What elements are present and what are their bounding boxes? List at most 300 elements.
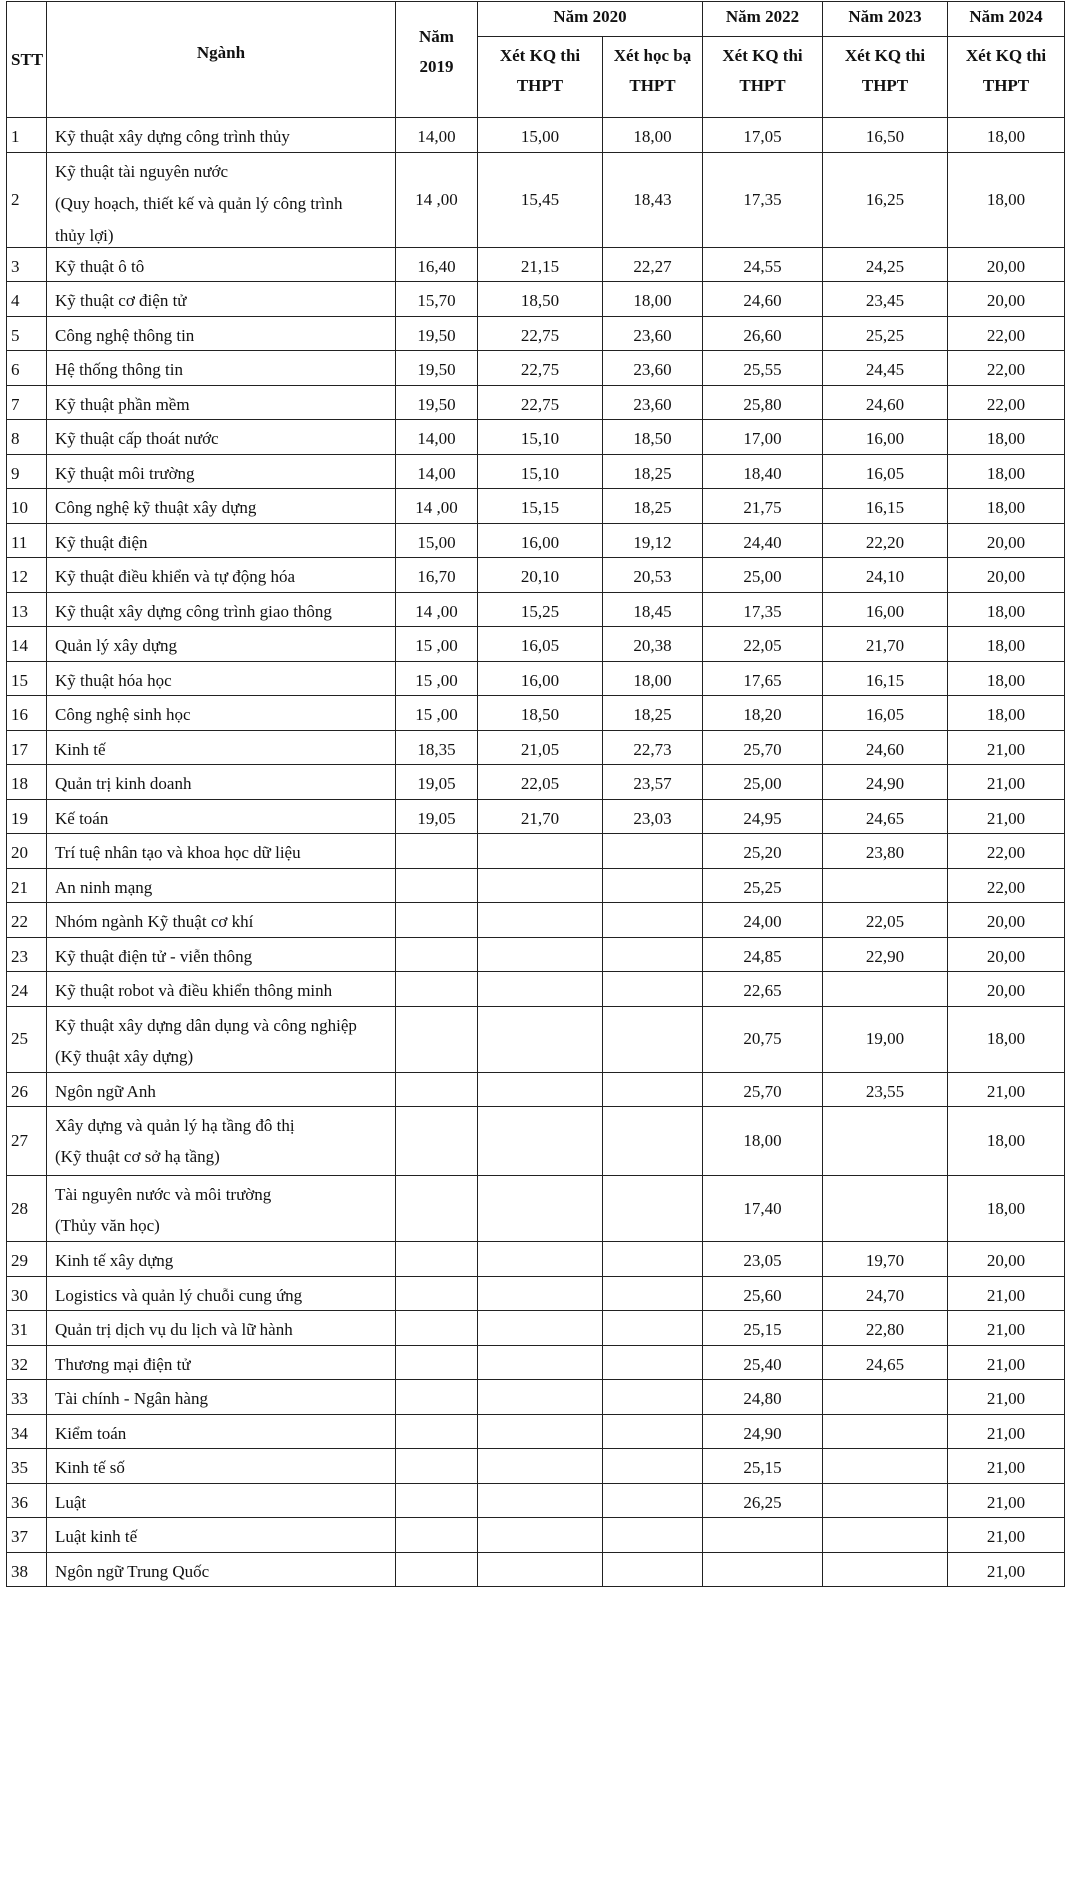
table-row [7, 118, 1065, 153]
cell-v2024: 21,00 [948, 730, 1065, 765]
nganh-line: Kỹ thuật cơ điện tử [55, 291, 187, 310]
cell-v2022: 24,40 [703, 523, 823, 558]
cell-stt: 9 [7, 454, 47, 489]
cell-v2020hb: 18,25 [603, 696, 703, 731]
cell-v2020kq [478, 1276, 603, 1311]
cell-v2023: 24,90 [823, 765, 948, 800]
cell-nganh [47, 454, 396, 489]
nganh-line: Hệ thống thông tin [55, 360, 183, 379]
header-nam-2022: Năm 2022 [703, 2, 823, 37]
cell-v2022 [703, 1552, 823, 1587]
cell-v2022: 26,60 [703, 316, 823, 351]
cell-v2020kq: 15,10 [478, 454, 603, 489]
nganh-line: Công nghệ thông tin [55, 325, 195, 345]
cell-v2024: 18,00 [948, 420, 1065, 455]
cell-v2024: 18,00 [948, 118, 1065, 153]
table-row [7, 1345, 1065, 1380]
cell-v2020hb: 20,38 [603, 627, 703, 662]
cell-stt: 12 [7, 558, 47, 593]
cell-v2019: 16,70 [396, 558, 478, 593]
nganh-line: (Kỹ thuật xây dựng) [55, 1046, 194, 1066]
cell-v2020hb: 22,73 [603, 730, 703, 765]
cell-v2022: 25,25 [703, 868, 823, 903]
table-row [7, 592, 1065, 627]
cell-v2020hb: 19,12 [603, 523, 703, 558]
table-row [7, 1276, 1065, 1311]
cell-v2019 [396, 868, 478, 903]
cell-v2020kq [478, 1552, 603, 1587]
cell-v2020hb [603, 1449, 703, 1484]
cell-stt: 33 [7, 1380, 47, 1415]
cell-v2020kq: 15,25 [478, 592, 603, 627]
cell-v2020kq: 20,10 [478, 558, 603, 593]
nganh-line: (Quy hoạch, thiết kế và quản lý công trình [55, 193, 343, 213]
cell-v2024: 20,00 [948, 972, 1065, 1007]
cell-v2024: 20,00 [948, 937, 1065, 972]
table-row [7, 937, 1065, 972]
cell-v2020kq: 21,15 [478, 247, 603, 282]
table-row [7, 903, 1065, 938]
cell-v2022: 18,40 [703, 454, 823, 489]
cell-v2020hb [603, 1107, 703, 1176]
table-row [7, 661, 1065, 696]
cell-v2024: 18,00 [948, 661, 1065, 696]
cell-v2024: 22,00 [948, 834, 1065, 869]
cell-v2023: 19,70 [823, 1242, 948, 1277]
cell-v2020hb: 18,45 [603, 592, 703, 627]
cell-v2023: 23,80 [823, 834, 948, 869]
cell-v2022: 25,00 [703, 558, 823, 593]
cell-v2019: 14 ,00 [396, 489, 478, 524]
cell-v2023: 16,15 [823, 489, 948, 524]
cell-v2020hb: 22,27 [603, 247, 703, 282]
cell-v2019 [396, 1449, 478, 1484]
cell-stt: 10 [7, 489, 47, 524]
cell-v2019: 14 ,00 [396, 592, 478, 627]
nganh-line: Kỹ thuật xây dựng công trình giao thông [55, 601, 332, 621]
cell-v2023: 24,70 [823, 1276, 948, 1311]
cell-v2019 [396, 1176, 478, 1242]
cell-stt: 38 [7, 1552, 47, 1587]
admission-score-table [6, 1, 1065, 1587]
nganh-line: Kế toán [55, 808, 109, 828]
cell-stt: 28 [7, 1176, 47, 1242]
cell-v2024: 22,00 [948, 351, 1065, 386]
cell-nganh [47, 282, 396, 317]
cell-v2023 [823, 1176, 948, 1242]
cell-v2022: 17,35 [703, 152, 823, 247]
nganh-line: Kỹ thuật robot và điều khiển thông minh [55, 981, 333, 1000]
cell-nganh [47, 1276, 396, 1311]
table-row [7, 1483, 1065, 1518]
cell-v2023 [823, 1552, 948, 1587]
cell-nganh [47, 661, 396, 696]
cell-v2020kq: 22,75 [478, 385, 603, 420]
nganh-line: Kinh tế xây dựng [55, 1251, 174, 1270]
nganh-line: Kỹ thuật ô tô [55, 256, 145, 276]
nganh-line: Thương mại điện tử [55, 1354, 191, 1374]
cell-v2024: 18,00 [948, 1006, 1065, 1072]
cell-stt: 31 [7, 1311, 47, 1346]
cell-v2020kq [478, 1483, 603, 1518]
cell-stt: 22 [7, 903, 47, 938]
cell-stt: 27 [7, 1107, 47, 1176]
cell-v2024: 21,00 [948, 1552, 1065, 1587]
cell-v2023: 16,50 [823, 118, 948, 153]
cell-v2020kq: 16,05 [478, 627, 603, 662]
cell-stt: 20 [7, 834, 47, 869]
cell-stt: 1 [7, 118, 47, 153]
cell-v2020kq [478, 1311, 603, 1346]
nganh-line: thủy lợi) [55, 225, 114, 245]
cell-v2023: 24,45 [823, 351, 948, 386]
cell-nganh [47, 247, 396, 282]
nganh-line: Kỹ thuật phần mềm [55, 394, 190, 414]
cell-v2023: 24,10 [823, 558, 948, 593]
cell-v2023 [823, 1380, 948, 1415]
table-row [7, 420, 1065, 455]
cell-v2022: 25,15 [703, 1311, 823, 1346]
cell-nganh [47, 1242, 396, 1277]
cell-v2023 [823, 1449, 948, 1484]
cell-stt: 25 [7, 1006, 47, 1072]
nganh-line: Quản trị dịch vụ du lịch và lữ hành [55, 1320, 293, 1339]
cell-v2023: 24,60 [823, 730, 948, 765]
table-row [7, 834, 1065, 869]
cell-v2022: 24,60 [703, 282, 823, 317]
cell-v2019: 16,40 [396, 247, 478, 282]
nganh-line: Kinh tế [55, 739, 106, 759]
nganh-line: Kỹ thuật cấp thoát nước [55, 429, 219, 448]
nganh-line: Kinh tế số [55, 1458, 125, 1477]
cell-v2022: 18,00 [703, 1107, 823, 1176]
cell-v2020hb [603, 937, 703, 972]
cell-stt: 7 [7, 385, 47, 420]
cell-stt: 14 [7, 627, 47, 662]
cell-nganh [47, 1552, 396, 1587]
cell-v2024: 18,00 [948, 152, 1065, 247]
cell-v2024: 21,00 [948, 1483, 1065, 1518]
cell-v2020hb [603, 1242, 703, 1277]
table-row [7, 558, 1065, 593]
nganh-line: An ninh mạng [55, 877, 153, 897]
cell-v2020hb [603, 1414, 703, 1449]
cell-v2020hb: 23,03 [603, 799, 703, 834]
header-nam-2023: Năm 2023 [823, 2, 948, 37]
cell-stt: 13 [7, 592, 47, 627]
nganh-line: Tài chính - Ngân hàng [55, 1389, 208, 1408]
cell-v2022: 25,55 [703, 351, 823, 386]
cell-v2019 [396, 1414, 478, 1449]
cell-v2020kq: 22,75 [478, 316, 603, 351]
cell-v2023 [823, 1518, 948, 1553]
cell-v2023: 25,25 [823, 316, 948, 351]
table-row [7, 868, 1065, 903]
cell-v2020hb [603, 1380, 703, 1415]
cell-v2019 [396, 1518, 478, 1553]
cell-v2020hb [603, 1276, 703, 1311]
cell-v2020kq [478, 1345, 603, 1380]
cell-v2020kq [478, 1518, 603, 1553]
cell-nganh [47, 385, 396, 420]
cell-v2023: 16,25 [823, 152, 948, 247]
cell-nganh [47, 1345, 396, 1380]
cell-v2020kq: 15,00 [478, 118, 603, 153]
cell-v2020kq: 21,70 [478, 799, 603, 834]
cell-nganh [47, 868, 396, 903]
nganh-line: Luật kinh tế [55, 1527, 138, 1546]
cell-v2020kq: 21,05 [478, 730, 603, 765]
table-row [7, 1176, 1065, 1242]
cell-v2023: 16,05 [823, 454, 948, 489]
cell-stt: 36 [7, 1483, 47, 1518]
nganh-line: Công nghệ sinh học [55, 705, 191, 724]
cell-nganh [47, 489, 396, 524]
cell-v2022 [703, 1518, 823, 1553]
cell-v2022: 25,15 [703, 1449, 823, 1484]
cell-v2020hb: 18,00 [603, 118, 703, 153]
cell-v2020hb: 20,53 [603, 558, 703, 593]
cell-v2022: 22,05 [703, 627, 823, 662]
nganh-line: Xây dựng và quản lý hạ tầng đô thị [55, 1116, 295, 1135]
cell-v2020kq [478, 1380, 603, 1415]
table-row [7, 627, 1065, 662]
cell-stt: 6 [7, 351, 47, 386]
cell-v2024: 20,00 [948, 558, 1065, 593]
table-row [7, 799, 1065, 834]
cell-v2020kq [478, 1242, 603, 1277]
cell-v2020kq [478, 1072, 603, 1107]
nganh-line: Quản lý xây dựng [55, 636, 178, 655]
nganh-line: Kỹ thuật môi trường [55, 463, 195, 483]
header-nam-2024: Năm 2024 [948, 2, 1065, 37]
cell-stt: 17 [7, 730, 47, 765]
cell-v2020kq: 22,75 [478, 351, 603, 386]
cell-v2019 [396, 937, 478, 972]
cell-v2019 [396, 903, 478, 938]
cell-v2020hb [603, 1072, 703, 1107]
cell-v2020kq: 15,15 [478, 489, 603, 524]
cell-v2020hb: 23,57 [603, 765, 703, 800]
cell-v2020hb: 23,60 [603, 351, 703, 386]
cell-v2019: 15,70 [396, 282, 478, 317]
cell-v2020hb [603, 1483, 703, 1518]
cell-v2024: 20,00 [948, 282, 1065, 317]
cell-v2020hb [603, 1518, 703, 1553]
cell-v2024: 18,00 [948, 489, 1065, 524]
cell-v2019: 18,35 [396, 730, 478, 765]
cell-v2019 [396, 1072, 478, 1107]
cell-v2023: 19,00 [823, 1006, 948, 1072]
cell-v2024: 18,00 [948, 696, 1065, 731]
cell-v2020kq [478, 1176, 603, 1242]
table-row [7, 1518, 1065, 1553]
nganh-line: Kỹ thuật xây dựng công trình thủy [55, 127, 290, 146]
cell-v2019: 14,00 [396, 454, 478, 489]
cell-nganh [47, 1006, 396, 1072]
cell-v2022: 17,00 [703, 420, 823, 455]
header-nganh: Ngành [47, 2, 396, 118]
cell-nganh [47, 1414, 396, 1449]
cell-v2024: 20,00 [948, 903, 1065, 938]
cell-v2019 [396, 1483, 478, 1518]
cell-v2023: 23,55 [823, 1072, 948, 1107]
cell-v2023: 16,05 [823, 696, 948, 731]
cell-v2020kq: 15,10 [478, 420, 603, 455]
cell-v2020hb: 23,60 [603, 385, 703, 420]
cell-nganh [47, 765, 396, 800]
cell-v2020kq: 18,50 [478, 696, 603, 731]
nganh-line: Luật [55, 1492, 87, 1512]
cell-nganh [47, 834, 396, 869]
table-row [7, 316, 1065, 351]
cell-v2020hb [603, 1552, 703, 1587]
cell-v2022: 24,85 [703, 937, 823, 972]
cell-stt: 23 [7, 937, 47, 972]
table-row [7, 247, 1065, 282]
cell-v2022: 22,65 [703, 972, 823, 1007]
cell-v2023: 24,60 [823, 385, 948, 420]
cell-v2022: 24,55 [703, 247, 823, 282]
cell-v2019 [396, 1380, 478, 1415]
cell-stt: 18 [7, 765, 47, 800]
cell-v2020kq [478, 834, 603, 869]
cell-v2022: 17,65 [703, 661, 823, 696]
nganh-line: Quản trị kinh doanh [55, 774, 192, 793]
cell-stt: 15 [7, 661, 47, 696]
nganh-line: Kỹ thuật hóa học [55, 670, 172, 690]
cell-v2022: 17,40 [703, 1176, 823, 1242]
table-header [7, 2, 1065, 118]
table-row [7, 282, 1065, 317]
table-row [7, 1414, 1065, 1449]
cell-v2022: 25,40 [703, 1345, 823, 1380]
nganh-line: Tài nguyên nước và môi trường [55, 1185, 272, 1204]
cell-v2024: 18,00 [948, 1176, 1065, 1242]
cell-nganh [47, 799, 396, 834]
header-2020-xet-hoc-ba: Xét học bạ THPT [603, 37, 703, 118]
nganh-line: Ngôn ngữ Trung Quốc [55, 1561, 210, 1581]
cell-nganh [47, 1449, 396, 1484]
cell-v2023: 24,25 [823, 247, 948, 282]
cell-v2022: 24,90 [703, 1414, 823, 1449]
cell-v2019 [396, 1006, 478, 1072]
cell-stt: 19 [7, 799, 47, 834]
cell-v2019: 14,00 [396, 118, 478, 153]
cell-v2024: 21,00 [948, 1380, 1065, 1415]
cell-v2019 [396, 1345, 478, 1380]
cell-nganh [47, 1380, 396, 1415]
cell-v2020hb: 18,00 [603, 661, 703, 696]
cell-nganh [47, 1176, 396, 1242]
header-2024-xet-kq-thi: Xét KQ thi THPT [948, 37, 1065, 118]
table-row [7, 1380, 1065, 1415]
cell-v2022: 26,25 [703, 1483, 823, 1518]
cell-nganh [47, 1107, 396, 1176]
cell-v2024: 20,00 [948, 247, 1065, 282]
cell-v2022: 24,00 [703, 903, 823, 938]
nganh-line: (Kỹ thuật cơ sở hạ tầng) [55, 1147, 220, 1166]
cell-v2020hb: 18,43 [603, 152, 703, 247]
cell-v2019: 19,05 [396, 765, 478, 800]
cell-v2020kq [478, 868, 603, 903]
cell-v2024: 18,00 [948, 1107, 1065, 1176]
header-2023-xet-kq-thi: Xét KQ thi THPT [823, 37, 948, 118]
table-row [7, 1552, 1065, 1587]
cell-v2020hb [603, 903, 703, 938]
cell-v2020hb: 23,60 [603, 316, 703, 351]
cell-nganh [47, 558, 396, 593]
cell-nganh [47, 118, 396, 153]
cell-v2019 [396, 834, 478, 869]
cell-v2020kq: 18,50 [478, 282, 603, 317]
table-row [7, 489, 1065, 524]
cell-v2022: 18,20 [703, 696, 823, 731]
cell-v2023: 24,65 [823, 1345, 948, 1380]
cell-v2024: 22,00 [948, 868, 1065, 903]
cell-v2022: 24,95 [703, 799, 823, 834]
cell-v2020kq [478, 1449, 603, 1484]
cell-nganh [47, 592, 396, 627]
cell-stt: 3 [7, 247, 47, 282]
cell-stt: 4 [7, 282, 47, 317]
header-nam-2019: Năm 2019 [396, 2, 478, 118]
cell-v2022: 25,70 [703, 730, 823, 765]
table-row [7, 523, 1065, 558]
nganh-line: Kiểm toán [55, 1423, 127, 1443]
cell-v2024: 21,00 [948, 1449, 1065, 1484]
cell-nganh [47, 1518, 396, 1553]
cell-v2023 [823, 1107, 948, 1176]
cell-v2019: 15 ,00 [396, 661, 478, 696]
cell-v2020hb [603, 972, 703, 1007]
cell-v2022: 25,00 [703, 765, 823, 800]
cell-stt: 35 [7, 1449, 47, 1484]
cell-stt: 32 [7, 1345, 47, 1380]
table-row [7, 696, 1065, 731]
cell-v2019: 15 ,00 [396, 627, 478, 662]
cell-v2022: 20,75 [703, 1006, 823, 1072]
cell-v2023 [823, 972, 948, 1007]
table-row [7, 1072, 1065, 1107]
nganh-line: Công nghệ kỹ thuật xây dựng [55, 498, 257, 517]
cell-nganh [47, 316, 396, 351]
nganh-line: Nhóm ngành Kỹ thuật cơ khí [55, 912, 254, 931]
cell-v2019 [396, 1276, 478, 1311]
cell-nganh [47, 627, 396, 662]
cell-nganh [47, 1072, 396, 1107]
cell-v2022: 23,05 [703, 1242, 823, 1277]
cell-v2020hb [603, 834, 703, 869]
cell-nganh [47, 523, 396, 558]
cell-v2023: 16,00 [823, 420, 948, 455]
cell-v2023 [823, 868, 948, 903]
cell-v2020hb: 18,50 [603, 420, 703, 455]
cell-v2020hb [603, 868, 703, 903]
header-nam-2020: Năm 2020 [478, 2, 703, 37]
cell-v2019 [396, 1242, 478, 1277]
cell-v2020kq [478, 1414, 603, 1449]
nganh-line: Ngôn ngữ Anh [55, 1081, 156, 1101]
cell-v2022: 17,05 [703, 118, 823, 153]
cell-v2022: 25,20 [703, 834, 823, 869]
nganh-line: (Thủy văn học) [55, 1216, 160, 1235]
cell-v2024: 22,00 [948, 316, 1065, 351]
cell-v2024: 21,00 [948, 1518, 1065, 1553]
cell-v2020hb: 18,25 [603, 489, 703, 524]
cell-nganh [47, 730, 396, 765]
cell-v2020kq [478, 972, 603, 1007]
